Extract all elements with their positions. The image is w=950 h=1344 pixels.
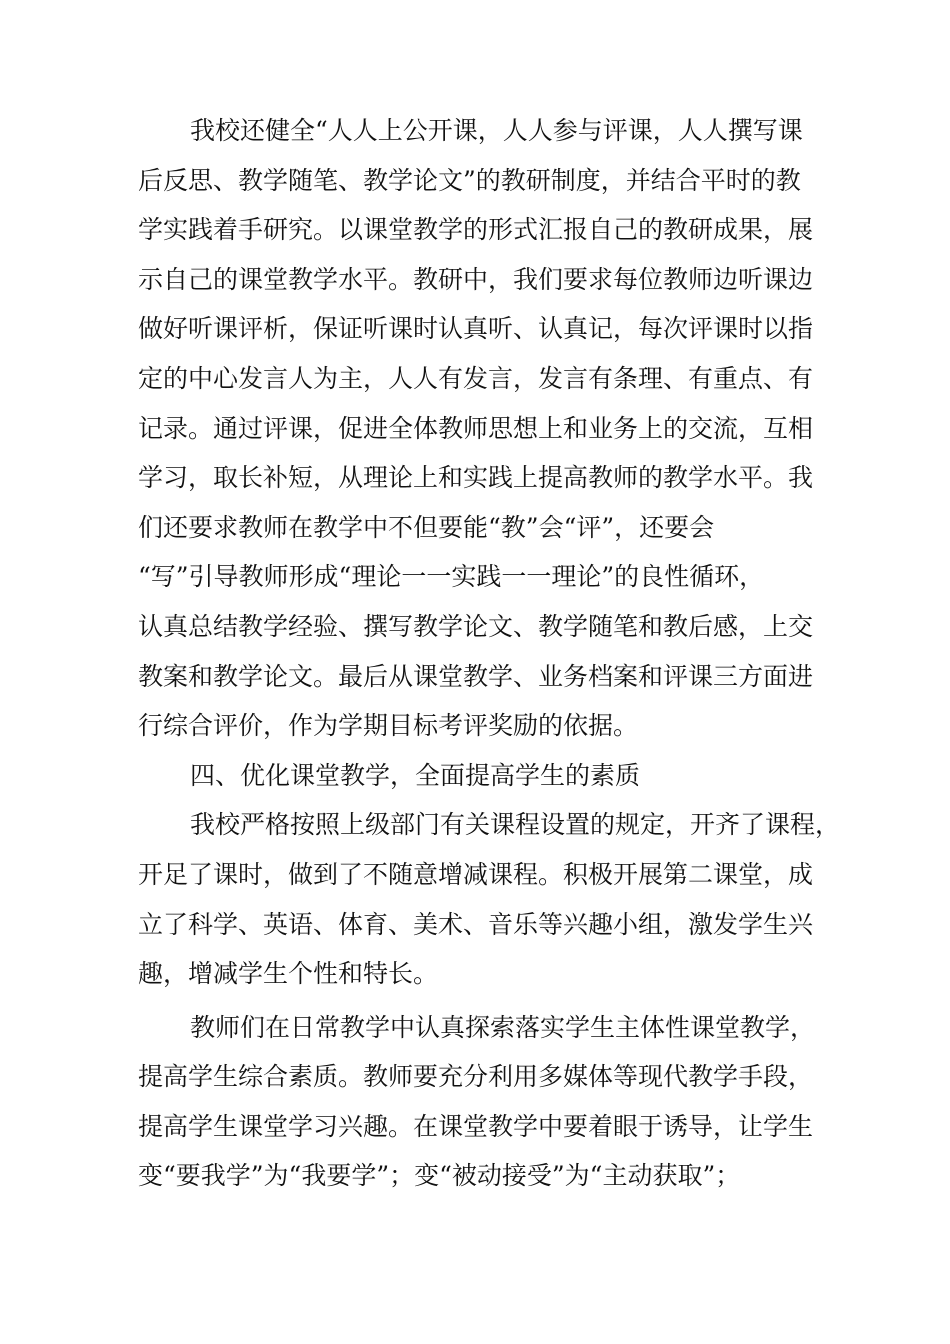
paragraph-line: “写”引导教师形成“理论一一实践一一理论”的良性循环， — [138, 562, 765, 592]
paragraph-line: 示自己的课堂教学水平。教研中，我们要求每位教师边听课边 — [138, 264, 814, 294]
paragraph-classroom-teaching — [138, 1003, 838, 1201]
paragraph-line: 做好听课评析，保证听课时认真听、认真记，每次评课时以指 — [138, 314, 814, 344]
paragraph-curriculum — [138, 800, 841, 998]
paragraph-line: 们还要求教师在教学中不但要能“教”会“评”，还要会 — [138, 512, 715, 542]
paragraph-line: 认真总结教学经验、撰写教学论文、教学随笔和教后感，上交 — [138, 611, 814, 641]
paragraph-line: 开足了课时，做到了不随意增减课程。积极开展第二课堂，成 — [138, 859, 814, 889]
paragraph-line: 记录。通过评课，促进全体教师思想上和业务上的交流，互相 — [138, 413, 814, 443]
paragraph-line: 学实践着手研究。以课堂教学的形式汇报自己的教研成果，展 — [138, 215, 814, 245]
paragraph-line: 提高学生综合素质。教师要充分利用多媒体等现代教学手段， — [138, 1062, 814, 1092]
paragraph-line: 学习，取长补短，从理论上和实践上提高教师的教学水平。我 — [138, 463, 814, 493]
document-body — [138, 106, 841, 1201]
paragraph-line: 后反思、教学随笔、教学论文”的教研制度，并结合平时的教 — [138, 165, 801, 195]
paragraph-line: 变“要我学”为“我要学”；变“被动接受”为“主动获取”； — [138, 1161, 741, 1191]
paragraph-line: 趣，增减学生个性和特长。 — [138, 959, 439, 989]
paragraph-line: 我校还健全“人人上公开课，人人参与评课，人人撰写课 — [190, 116, 803, 145]
paragraph-line: 定的中心发言人为主，人人有发言，发言有条理、有重点、有 — [138, 363, 814, 393]
paragraph-line: 提高学生课堂学习兴趣。在课堂教学中要着眼于诱导，让学生 — [138, 1111, 814, 1141]
paragraph-line: 教师们在日常教学中认真探索落实学生主体性课堂教学， — [190, 1012, 816, 1042]
paragraph-line: 行综合评价，作为学期目标考评奖励的依据。 — [138, 711, 639, 741]
section-heading — [138, 751, 838, 801]
paragraph-line: 立了科学、英语、体育、美术、音乐等兴趣小组，激发学生兴 — [138, 909, 814, 939]
paragraph-teaching-research — [138, 106, 838, 751]
paragraph-line: 教案和教学论文。最后从课堂教学、业务档案和评课三方面进 — [138, 661, 814, 691]
paragraph-line: 我校严格按照上级部门有关课程设置的规定，开齐了课程， — [190, 810, 841, 840]
section-heading-text: 四、优化课堂教学，全面提高学生的素质 — [190, 760, 641, 790]
